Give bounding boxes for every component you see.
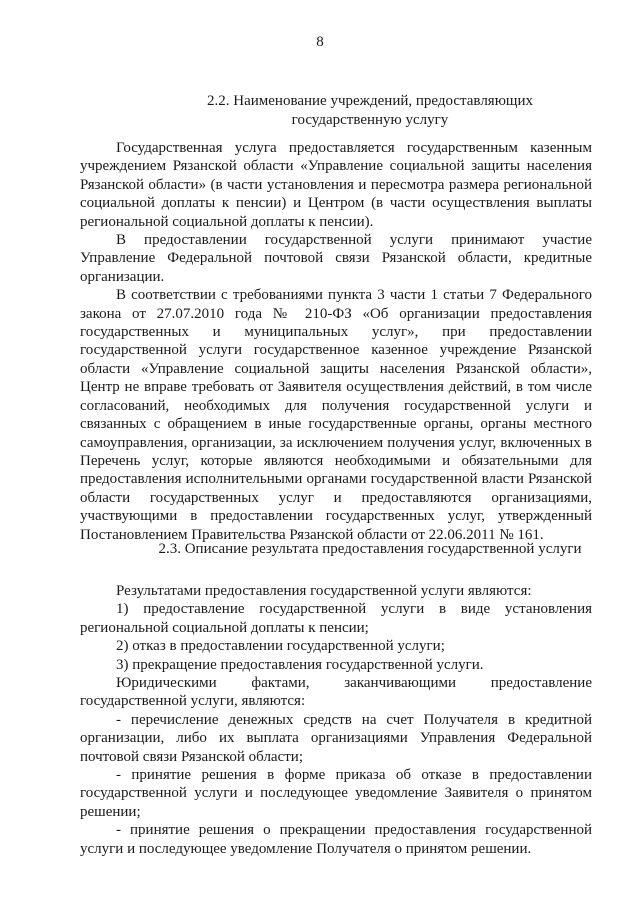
section-2-2-title-line2: государственную услугу bbox=[291, 112, 449, 128]
list-item: 1) предоставление государственной услуги в виде установления региональной социальной доплаты к пенсии; bbox=[80, 601, 592, 636]
section-2-3-heading: 2.3. Описание результата предоставления государственной услуги bbox=[158, 541, 582, 557]
list-item: 2) отказ в предоставлении государственной услуги; bbox=[116, 638, 445, 655]
list-item: - перечисление денежных средств на счет Получателя в кредитной организации, либо их выплата организациями Управления Федеральной почтовой связи Рязанской области; bbox=[80, 711, 592, 765]
section-2-2-title-line1: 2.2. Наименование учреждений, предоставляющих bbox=[207, 93, 533, 109]
list-item: - принятие решения о прекращении предоставления государственной услуги и последующее уведомление Получателя о принятом решении. bbox=[80, 822, 592, 857]
section-2-2-heading bbox=[150, 92, 590, 130]
section-2-3-body bbox=[80, 582, 592, 858]
paragraph: В предоставлении государственной услуги принимают участие Управление Федеральной почтовой связи Рязанской области, кредитные организации. bbox=[80, 232, 592, 285]
section-2-2-body bbox=[80, 139, 592, 544]
paragraph: В соответствии с требованиями пункта 3 части 1 статьи 7 Федерального закона от 27.07.2010 года № 210-ФЗ «Об организации предоставления государственных и муниципальных услуг», при предоставлении государственной услуги государственное казенное учреждение Рязанской области «Управление социальной защиты населения Рязанской области», Центр не вправе требовать от Заявителя осуществления действий, в том числе согласований, необходимых для получения государственной услуги и связанных с обращением в иные государственные органы, органы местного самоуправления, организации, за исключением получения услуг, включенных в Перечень услуг, которые являются необходимыми и обязательными для предоставления исполнительными органами государственной власти Рязанской области государственных услуг и предоставляются организациями, участвующими в предоставлении государственных услуг, утвержденный Постановлением Правительства Рязанской области от 22.06.2011 № 161. bbox=[80, 287, 592, 543]
list-item: - принятие решения в форме приказа об отказе в предоставлении государственной услуги и последующее уведомление Заявителя о принятом решении; bbox=[80, 767, 592, 820]
page-number: 8 bbox=[316, 34, 324, 50]
paragraph: Юридическими фактами, заканчивающими предоставление государственной услуги, являются: bbox=[80, 675, 592, 710]
list-item: 3) прекращение предоставления государственной услуги. bbox=[116, 656, 484, 673]
paragraph: Государственная услуга предоставляется государственным казенным учреждением Рязанской области «Управление социальной защиты населения Рязанской области» (в части установления и пересмотра размера региональной социальной доплаты к пенсии) и Центром (в части осуществления выплаты региональной социальной доплаты к пенсии). bbox=[80, 140, 592, 230]
paragraph: Результатами предоставления государственной услуги являются: bbox=[116, 583, 532, 599]
